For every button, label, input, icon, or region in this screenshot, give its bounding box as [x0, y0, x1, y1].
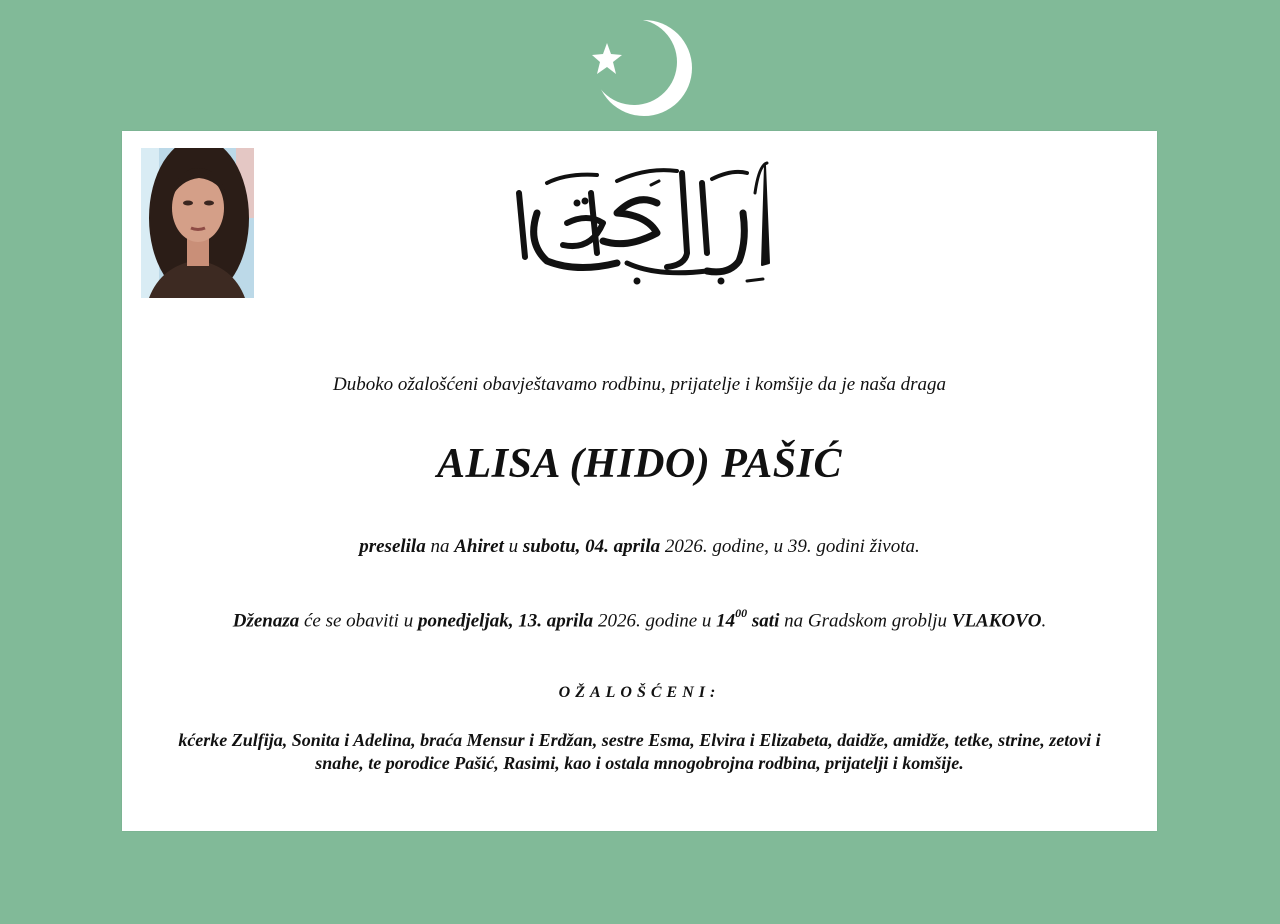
funeral-text-3: na Gradskom groblju [779, 610, 952, 632]
death-text-1: na [425, 536, 455, 557]
death-text-2: u [503, 536, 523, 557]
mourners-list [142, 729, 1137, 775]
death-notice [122, 536, 1157, 558]
funeral-sati: sati [747, 610, 780, 632]
portrait-photo [141, 148, 254, 298]
funeral-text-2: 2026. godine u [593, 610, 717, 632]
arabic-calligraphy-irtihal-dar-baqa [507, 153, 787, 293]
deceased-name: ALISA (HIDO) PAŠIĆ [437, 441, 842, 487]
funeral-text-4: . [1041, 610, 1047, 632]
funeral-hour: 14 [716, 610, 736, 632]
mourners-title: OŽALOŠĆENI: [558, 684, 721, 701]
death-date: subotu, 04. aprila [522, 536, 661, 557]
obituary-card [122, 131, 1157, 831]
funeral-date: ponedjeljak, 13. aprila [417, 610, 594, 632]
death-verb: preselila [359, 536, 426, 557]
crescent-star-icon [586, 18, 692, 118]
funeral-word: Dženaza [232, 610, 300, 632]
death-text-3: 2026. godine, u 39. godini života. [660, 536, 920, 557]
mourners-line-2: snahe, te porodice Pašić, Rasimi, kao i ostala mnogobrojna rodbina, prijatelji i komšije. [315, 753, 964, 773]
mourners-line-1: kćerke Zulfija, Sonita i Adelina, braća Mensur i Erdžan, sestre Esma, Elvira i Elizabeta, daidže, amidže, tetke, strine, zetovi i [178, 730, 1101, 750]
funeral-text-1: će se obaviti u [299, 610, 418, 632]
funeral-notice [122, 608, 1157, 632]
funeral-minutes: 00 [735, 606, 748, 620]
cemetery-name: VLAKOVO [951, 610, 1042, 632]
intro-text: Duboko ožalošćeni obavještavamo rodbinu, prijatelje i komšije da je naša draga [332, 374, 947, 395]
death-place: Ahiret [454, 536, 504, 557]
